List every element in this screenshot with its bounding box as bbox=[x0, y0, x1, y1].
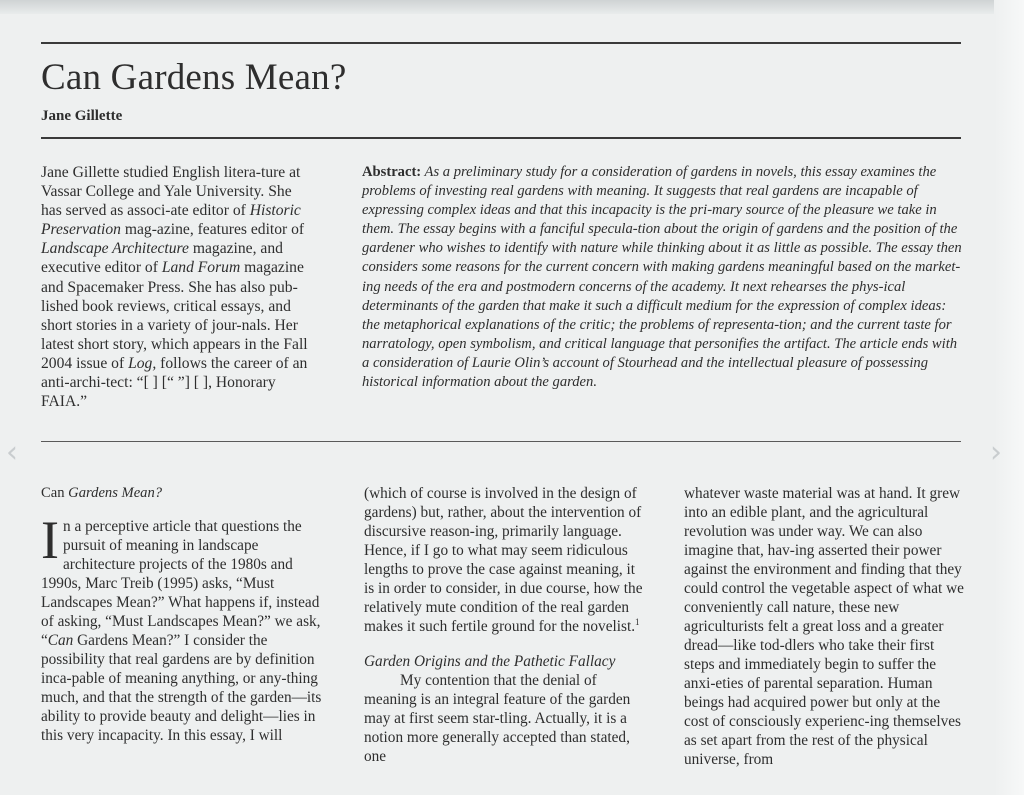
col1-text-a: n a perceptive article that questions the pursuit of meaning in landscape architecture projects of the 1980s and 1990s, Marc Treib (1995) asks, “Must Landscapes Mean?” What happens if, instead of asking, “Must Landscapes Mean?” we ask, “ bbox=[41, 518, 321, 649]
bio-italic-3: Land Forum bbox=[161, 259, 241, 277]
abstract-label: Abstract: bbox=[362, 164, 422, 180]
col1-text-b: Gardens Mean?” I consider the possibility that real gardens are by definition inca-pable of meaning anything, or any-thing much, and that the strength of the garden—its ability to provide beauty and delight—lies in this very incapacity. In this essay, I will bbox=[41, 632, 322, 744]
body-column-1 bbox=[41, 484, 323, 745]
article-title: Can Gardens Mean? bbox=[41, 57, 347, 98]
bio-text-3: magazine, and executive editor of bbox=[41, 240, 283, 277]
running-head bbox=[41, 484, 323, 503]
running-head-italic: Gardens Mean? bbox=[68, 485, 163, 501]
col2-text-a: (which of course is involved in the design of gardens) but, rather, about the intervention of discursive reason-ing, primarily language. Hence, if I go to what may seem ridiculous lengths to prove the case against meaning, it is in order to consider, in due course, how the relatively mute condition of the real garden makes it such fertile ground for the novelist. bbox=[364, 485, 643, 635]
running-head-text: Can bbox=[41, 485, 69, 501]
abstract bbox=[362, 163, 962, 392]
author-bio bbox=[41, 163, 313, 411]
bio-italic-1: Historic Preservation bbox=[41, 202, 301, 239]
top-rule bbox=[41, 42, 961, 44]
drop-cap: I bbox=[41, 510, 59, 570]
body-column-3 bbox=[684, 484, 966, 769]
scan-right-edge bbox=[994, 0, 1024, 795]
previous-page-arrow-icon[interactable]: ‹ bbox=[6, 435, 18, 470]
abstract-rule bbox=[41, 441, 961, 442]
section-heading: Garden Origins and the Pathetic Fallacy bbox=[364, 653, 616, 670]
body-column-2 bbox=[364, 484, 646, 766]
footnote-marker[interactable]: 1 bbox=[635, 616, 640, 627]
opening-paragraph bbox=[41, 510, 323, 745]
article-author: Jane Gillette bbox=[41, 108, 123, 124]
abstract-text: As a preliminary study for a consideration of gardens in novels, this essay examines the problems of investing real gardens with meaning. It suggests that real gardens are incapable of expressing complex ideas and that this incapacity is the pri-mary source of the pleasure we take in them. The essay begins with a fanciful specula-tion about the origin of gardens and the position of the gardener who wishes to identify with nature while thinking about it as little as possible. The essay then considers some reasons for the current concern with making gardens meaningful based on the market-ing needs of the era and postmodern concerns of the academy. It next rehearses the phys-ical determinants of the garden that make it such a difficult medium for the expression of complex ideas: the metaphorical explanations of the critic; the problems of representa-tion; and the current taste for narratology, open symbolism, and critical language that personifies the artifact. The article ends with a consideration of Laurie Olin’s account of Stourhead and the intellectual pleasure of possessing historical information about the garden. bbox=[362, 164, 962, 391]
bio-text-2: mag-azine, features editor of bbox=[120, 221, 305, 239]
next-page-arrow-icon[interactable]: › bbox=[990, 435, 1002, 470]
col2-paragraph-2: My contention that the denial of meaning is an integral feature of the garden may at first seem star-tling. Actually, it is a notion more generally accepted than stated, one bbox=[364, 672, 631, 765]
col2-paragraph-1 bbox=[364, 484, 646, 636]
bio-text-5: follows the career of an anti-archi-tect: “[ ] [“ ”] [ ], Honorary FAIA.” bbox=[41, 354, 308, 411]
bio-italic-4: Log, bbox=[128, 354, 157, 372]
bio-text-1: Jane Gillette studied English litera-ture at Vassar College and Yale University. She has served as associ-ate editor of bbox=[41, 164, 301, 220]
col1-italic: Can bbox=[47, 632, 74, 649]
bio-italic-2: Landscape Architecture bbox=[41, 240, 189, 258]
bio-text-4: magazine and Spacemaker Press. She has also pub-lished book reviews, critical essays, and short stories in a variety of jour-nals. Her latest short story, which appears in the Fall 2004 issue of bbox=[41, 259, 308, 372]
header-rule bbox=[41, 137, 961, 139]
scan-top-edge bbox=[0, 0, 1024, 14]
col3-paragraph: whatever waste material was at hand. It grew into an edible plant, and the agricultural revolution was under way. We can also imagine that, hav-ing asserted their power against the environment and finding that they could control the vegetable aspect of what we conveniently call nature, these new agriculturists felt a great loss and a greater dread—like tod-dlers who take their first steps and immediately begin to suffer the anxi-eties of parental separation. Human beings had acquired power but only at the cost of consciously experienc-ing themselves as set apart from the rest of the physical universe, from bbox=[684, 485, 964, 768]
